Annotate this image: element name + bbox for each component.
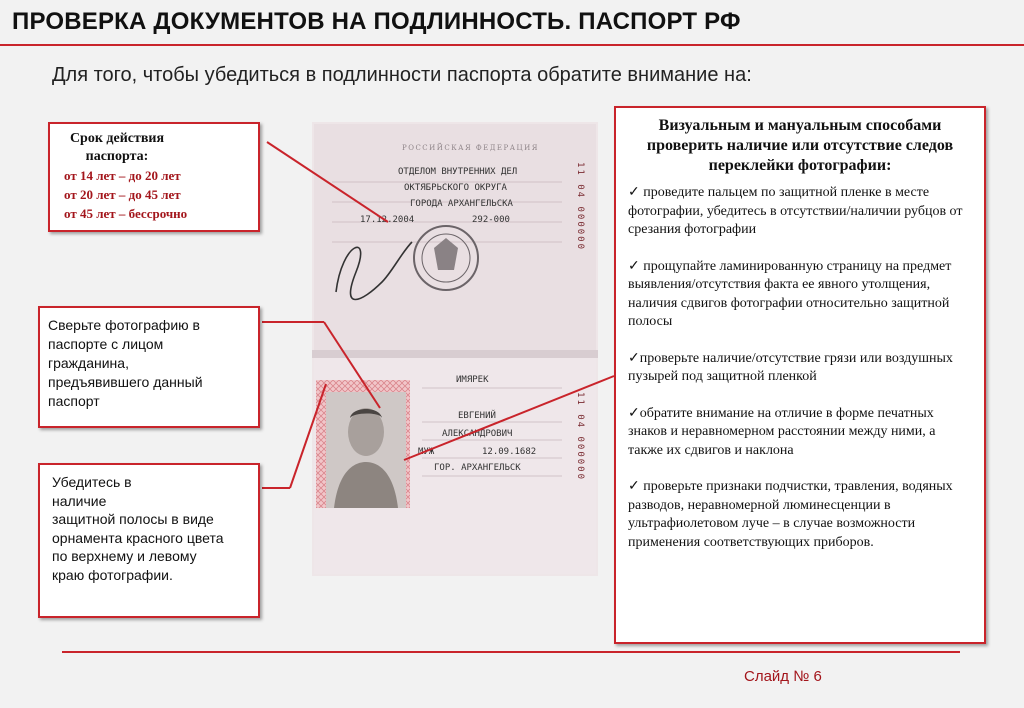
photo-check-line: Сверьте фотографию в	[48, 317, 200, 333]
passport-issued-by-2: ОКТЯБРЬСКОГО ОКРУГА	[404, 183, 507, 193]
holder-photo	[326, 392, 406, 508]
checklist-item: ✓ проверьте признаки подчистки, травления, водяных разводов, неравномерной люминесценции в ультрафиолетовом луче – в случае возможности применения соответствующих приборов.	[628, 479, 953, 550]
checklist-item: ✓ проведите пальцем по защитной пленке в месте фотографии, убедитесь в отсутствии/наличии рубцов от срезания фотографии	[628, 185, 963, 237]
passport-image	[312, 122, 598, 576]
photo-check-line: паспорт	[48, 393, 100, 409]
passport-series-top: 11 04 000000	[575, 162, 585, 252]
passport-birth-place: ГОР. АРХАНГЕЛЬСК	[434, 463, 521, 473]
validity-item: от 45 лет – бессрочно	[64, 206, 188, 221]
checklist-heading: Визуальным и мануальным способами проверить наличие или отсутствие следов переклейки фотографии:	[646, 117, 954, 174]
security-strip-callout	[38, 463, 260, 618]
checklist-item: ✓обратите внимание на отличие в форме печатных знаков и неравномерном расстоянии между ними, а также их сдвигов и наклона	[628, 405, 936, 458]
photo-check-line: предъявившего данный	[48, 374, 203, 390]
photo-check-line: гражданина,	[48, 355, 129, 371]
checklist-item: ✓проверьте наличие/отсутствие грязи или воздушных пузырей под защитной пленкой	[628, 350, 953, 384]
page-title: ПРОВЕРКА ДОКУМЕНТОВ НА ПОДЛИННОСТЬ. ПАСПОРТ РФ	[12, 8, 741, 35]
photo-tampering-checklist	[614, 106, 986, 644]
passport-sex: МУЖ	[418, 447, 435, 457]
validity-callout	[48, 122, 260, 232]
validity-heading: Срок действия паспорта:	[69, 131, 165, 164]
strip-line: наличие	[52, 492, 107, 509]
passport-surname: ИМЯРЕК	[456, 375, 489, 385]
strip-line: краю фотографии.	[52, 566, 173, 583]
passport-issued-by-1: ОТДЕЛОМ ВНУТРЕННИХ ДЕЛ	[398, 167, 518, 177]
strip-line: орнамента красного цвета	[52, 529, 224, 546]
passport-issued-by-3: ГОРОДА АРХАНГЕЛЬСКА	[410, 199, 513, 209]
top-divider	[0, 44, 1024, 46]
page-subtitle: Для того, чтобы убедиться в подлинности паспорта обратите внимание на:	[52, 64, 752, 86]
passport-birth-date: 12.09.1682	[482, 447, 537, 457]
strip-line: по верхнему и левому	[52, 548, 197, 564]
bottom-divider	[62, 651, 960, 653]
validity-item: от 20 лет – до 45 лет	[64, 187, 181, 202]
passport-name: ЕВГЕНИЙ	[458, 411, 496, 421]
checklist-item: ✓ прощупайте ламинированную страницу на предмет выявления/отсутствия факта ее явного утолщения, наличия сдвигов фотографии относительно защитной полосы	[628, 258, 952, 329]
photo-check-callout	[38, 306, 260, 428]
passport-code: 292-000	[472, 215, 510, 225]
passport-header: РОССИЙСКАЯ ФЕДЕРАЦИЯ	[402, 144, 539, 152]
validity-item: от 14 лет – до 20 лет	[64, 168, 181, 183]
strip-line: защитной полосы в виде	[52, 511, 214, 527]
strip-line: Убедитесь в	[52, 474, 132, 490]
slide-number: Слайд № 6	[744, 668, 822, 685]
photo-check-line: паспорте с лицом	[48, 336, 164, 352]
passport-series-bottom: 11 04 000000	[575, 392, 585, 482]
passport-patronymic: АЛЕКСАНДРОВИЧ	[442, 429, 513, 439]
passport-issue-date: 17.12.2004	[360, 215, 415, 225]
